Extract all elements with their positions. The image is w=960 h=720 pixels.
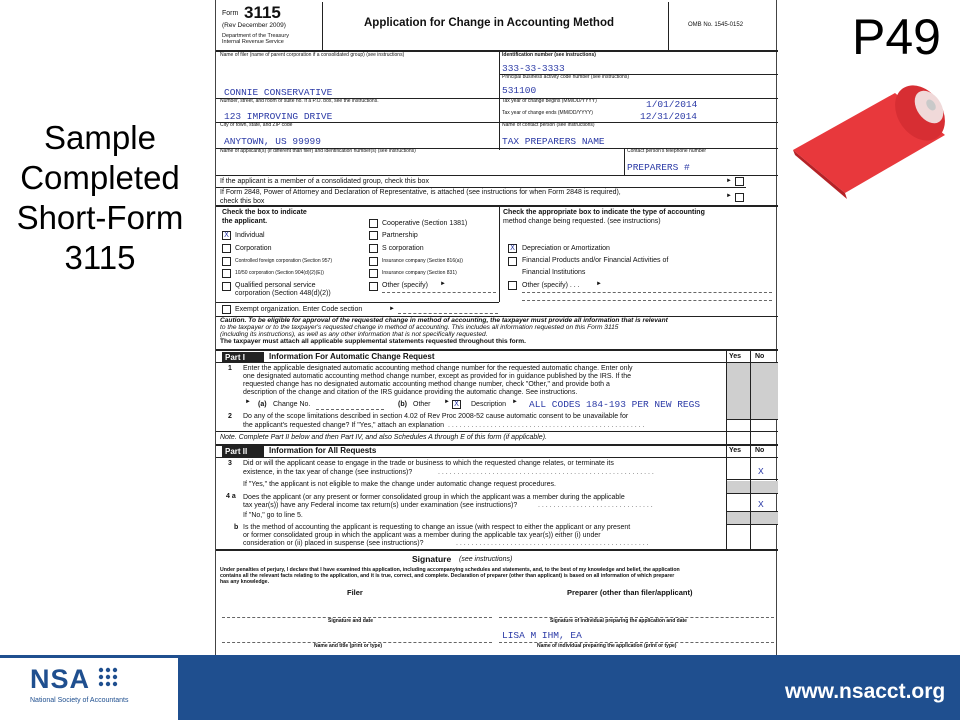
- q1b-text: Other: [413, 401, 431, 408]
- q1-description-label: Description: [471, 401, 507, 408]
- depreciation-checkbox[interactable]: X: [508, 244, 517, 253]
- cooperative-checkbox[interactable]: [369, 219, 378, 228]
- applicant-type-corporation: Corporation: [235, 245, 272, 252]
- s-corp-checkbox[interactable]: [369, 244, 378, 253]
- omb-number: OMB No. 1545-0152: [688, 22, 744, 28]
- f2848-line1: If Form 2848, Power of Attorney and Declaration of Representative, is attached (see instructions for when Form 2848 is required),: [220, 189, 621, 196]
- q2-num: 2: [228, 413, 232, 420]
- consolidated-line: If the applicant is a member of a consolidated group, check this box: [220, 178, 429, 185]
- q3-line-3: If "Yes," the applicant is not eligible to make the change under automatic change request procedures.: [243, 481, 556, 488]
- q3-line-1: Did or will the applicant cease to engage in the trade or business to which the requested change relates, or terminate its: [243, 460, 614, 467]
- nsa-logo: NSA: [30, 664, 91, 694]
- q4a-line-2: tax year(s)) have any Federal income tax return(s) under examination (see instructions)?: [243, 502, 518, 509]
- taxyear-begin-value: 1/01/2014: [646, 99, 698, 110]
- part2-no-header: No: [755, 447, 765, 454]
- consolidated-checkbox[interactable]: [735, 177, 744, 186]
- preparer-name-value: LISA M IHM, EA: [502, 630, 582, 641]
- applicant-type-qpsc-1: Qualified personal service: [235, 282, 316, 289]
- caution-line-3: (including its instructions), as well as any other information that is not specifically requested.: [220, 331, 488, 338]
- method-type-depreciation: Depreciation or Amortization: [522, 245, 610, 252]
- form-label: Form: [222, 10, 239, 17]
- street-label: Number, street, and room or suite no. If a P.O. box, see the instructions.: [220, 98, 379, 104]
- form-revision: (Rev December 2009): [222, 22, 286, 29]
- q1a-text: Change No.: [273, 401, 311, 408]
- form-3115: Form 3115 (Rev December 2009) Department of the Treasury Internal Revenue Service Application for Change in Accounting Method OMB No. 1545-0152 Name of filer (name of parent corporation if a consolidated group) (see instructions) Identification number (see instructions) 333-33-3333 Principal business activity code number (see instructions) 531100 CONNIE CONSERVATIVE Number, street, and room or suite no. If a P.O. box, see the instructions. Tax year of change begins (MM/DD/YYYY) 1/01/2014 Tax year of change ends (MM/DD/YYYY) 12/31/2014 123 IMPROVING DRIVE City or town, state, and ZIP code Name of contact person (see instructions) ANYTOWN, US 99999 TAX PREPARERS NAME Name of applicant(s) (if different than filer) and identification number(s) (see instructions) Contact person's telephone number PREPARERS # If the applicant is a member of a consolidated group, check this box ► If Form 2848, Power of Attorney and Declaration of Representative, is attached (see instructions for when Form 2848 is required), check this box ► Check the box to indicate the applicant. X Individual Corporation Controlled foreign corporation (Section 957) 10/50 corporation (Section 904(d)(2)(E)) Qualified personal service corporation (Section 448(d)(2)) Cooperative (Section 1381) Partnership S corporation Insurance company (Section 816(a)) Insurance company (Section 831) Other (specify) ► Exempt organization. Enter Code section ► Check the appropriate box to indicate the type of accounting method change being requested. (see instructions) X Depreciation or Amortization Financial Products and/or Financial Activities of Financial Institutions Other (specify) . . . ► Caution. To be eligible for approval of the requested change in method of accounting, the taxpayer must provide all information that is relevant to the taxpayer or to the taxpayer's requested change in method of accounting. This includes all information requested on this Form 3115 (including its instructions), as well as any other information that is not specifically requested. The taxpayer must attach all applicable supplemental statements requested throughout this form. Part I Information For Automatic Change Request Yes No 1 Enter the applicable designated automatic accounting method change number for the requested automatic change. Enter only one designated automatic accounting method change number, except as provided for in guidance published by the IRS. If the requested change has no designated automatic accounting method change number, check "Other," and provide both a description of the change and citation of the IRS guidance providing the automatic change. See instructions. ► (a) Change No. (b) Other ► X Description ► ALL CODES 184-193 PER NEW REGS 2 Do any of the scope limitations described in section 4.02 of Rev Proc 2008-52 cause automatic consent to be unavailable for the applicant's requested change? If "Yes," attach an explanation . . . . . . . . . . . . . . . . . . . . . . . . . . . . . . . . . . . . . . . . . . . . . . . . . . . Note. Complete Part II below and then Part IV, and also Schedules A through E of this form (if applicable). Part II Information for All Requests Yes No 3 Did or will the applicant cease to engage in the trade or business to which the requested change relates, or terminate its existence, in the tax year of change (see instructions)? . . . . . . . . . . . . . . . . . . . . . . . . . . . . . . . . . . . . . . . . . . . . . . . . . . . . . . . . X If "Yes," the applicant is not eligible to make the change under automatic change request procedures. 4 a Does the applicant (or any present or former consolidated group in which the applicant was a member during the applicable tax year(s)) have any Federal income tax return(s) under examination (see instructions)? . . . . . . . . . . . . . . . . . . . . . . . . . . . . . . X If "No," go to line 5. b Is the method of accounting the applicant is requesting to change an issue (with respect to either the applicant or any present or former consolidated group in which the applicant was a member during the applicable tax year(s)) either (i) under consideration or (ii) placed in suspense (see instructions)? . . . . . . . . . . . . . . . . . . . . . . . . . . . . . . . . . . . . . . . . . . . . . . . . . . Signature (see instructions) Under penalties of perjury, I declare that I have examined this application, including accompanying schedules and statements, and, to the best of my knowledge and belief, the application contains all the relevant facts relating to the application, and it is true, correct, and complete. Declaration of preparer (other than applicant) is based on all information of which preparer has any knowledge. Filer Preparer (other than filer/applicant) Signature and date Signature of individual preparing the application and date LISA M IHM, EA Name and title (print or type) Name of individual preparing the application (print or type): [215, 0, 777, 720]
- exempt-line: Exempt organization. Enter Code section: [235, 306, 363, 313]
- perjury-line-2: contains all the relevant facts relating to the application, and it is true, correct, and complete. Declaration of preparer (other than applicant) is based on all information of which preparer: [220, 573, 675, 579]
- form-number: 3115: [244, 3, 281, 22]
- caution-line-1: Caution. To be eligible for approval of the requested change in method of accounting, the taxpayer must provide all information that is relevant: [220, 317, 668, 324]
- q1-line-2: one designated automatic accounting method change number, except as provided for in guidance published by the IRS. If the: [243, 373, 631, 380]
- q1-line-3: requested change has no designated automatic accounting method change number, check "Other," and provide both a: [243, 381, 610, 388]
- f2848-checkbox[interactable]: [735, 193, 744, 202]
- part1-yes-header: Yes: [729, 353, 742, 360]
- slide-title: Sample Completed Short-Form 3115: [16, 119, 184, 276]
- q1-line-1: Enter the applicable designated automatic accounting method change number for the requested automatic change. Enter only: [243, 365, 633, 372]
- form-title: Application for Change in Accounting Method: [364, 17, 615, 29]
- phone-label: Contact person's telephone number: [627, 148, 707, 154]
- q4a-line-3: If "No," go to line 5.: [243, 512, 303, 519]
- insurance-831-checkbox[interactable]: [369, 269, 378, 278]
- activity-label: Principal business activity code number (see instructions): [502, 74, 629, 80]
- preparer-heading: Preparer (other than filer/applicant): [567, 588, 693, 597]
- city-value: ANYTOWN, US 99999: [224, 136, 321, 147]
- applicant-other-checkbox[interactable]: [369, 282, 378, 291]
- q4b-line-1: Is the method of accounting the applicant is requesting to change an issue (with respect to either the applicant or any present: [243, 524, 631, 531]
- dept-irs: Internal Revenue Service: [222, 39, 284, 45]
- q4a-no-mark: X: [758, 499, 764, 510]
- qpsc-checkbox[interactable]: [222, 282, 231, 291]
- q4b-line-3: consideration or (ii) placed in suspense (see instructions)?: [243, 540, 424, 547]
- partnership-checkbox[interactable]: [369, 231, 378, 240]
- q1-line-4: description of the change and citation of the IRS guidance providing the automatic change. See instructions.: [243, 389, 578, 396]
- method-heading-2: method change being requested. (see instructions): [503, 218, 661, 225]
- q1-other-checkbox[interactable]: X: [452, 400, 461, 409]
- applicant-type-other: Other (specify): [382, 282, 428, 289]
- method-other-checkbox[interactable]: [508, 281, 517, 290]
- applicant-type-1050: 10/50 corporation (Section 904(d)(2)(E)): [235, 270, 324, 276]
- method-type-financial-2: Financial Institutions: [522, 269, 586, 276]
- caution-line-4: The taxpayer must attach all applicable supplemental statements requested throughout this form.: [220, 338, 526, 345]
- preparer-name-label: Name of individual preparing the application (print or type): [537, 643, 677, 649]
- nsa-subtitle: National Society of Accountants: [30, 697, 129, 704]
- contact-label: Name of contact person (see instructions): [502, 122, 595, 128]
- dept-treasury: Department of the Treasury: [222, 33, 289, 39]
- applicant-heading-1: Check the box to indicate: [222, 209, 307, 216]
- applicant-heading-2: the applicant.: [222, 218, 268, 225]
- q4a-line-1: Does the applicant (or any present or former consolidated group in which the applicant was a member during the applicable: [243, 494, 625, 501]
- part1-title: Information For Automatic Change Request: [269, 352, 435, 361]
- applicant-type-individual: Individual: [235, 232, 265, 239]
- exempt-checkbox[interactable]: [222, 305, 231, 314]
- f2848-line2: check this box: [220, 198, 265, 205]
- applicant-type-cooperative: Cooperative (Section 1381): [382, 220, 468, 227]
- page-number: P49: [852, 9, 941, 65]
- corporation-checkbox[interactable]: [222, 244, 231, 253]
- taxyear-begin-label: Tax year of change begins (MM/DD/YYYY): [502, 98, 597, 104]
- perjury-line-3: has any knowledge.: [220, 579, 270, 585]
- method-type-other: Other (specify) . . .: [522, 282, 580, 289]
- 1050-corp-checkbox[interactable]: [222, 269, 231, 278]
- taxyear-end-label: Tax year of change ends (MM/DD/YYYY): [502, 110, 593, 116]
- financial-products-checkbox[interactable]: [508, 257, 517, 266]
- part2-label: Part II: [222, 446, 264, 457]
- note-line: Note. Complete Part II below and then Part IV, and also Schedules A through E of this form (if applicable).: [220, 434, 547, 441]
- red-carpet-image: [785, 75, 960, 200]
- q1-description-value: ALL CODES 184-193 PER NEW REGS: [529, 399, 701, 410]
- applicant-type-s-corp: S corporation: [382, 245, 424, 252]
- applicant-label: Name of applicant(s) (if different than filer) and identification number(s) (see instructions): [220, 148, 416, 154]
- signature-sub: (see instructions): [459, 556, 513, 563]
- part1-label: Part I: [222, 352, 264, 363]
- taxyear-end-value: 12/31/2014: [640, 111, 698, 122]
- street-value: 123 IMPROVING DRIVE: [224, 111, 333, 122]
- method-heading-1: Check the appropriate box to indicate the type of accounting: [503, 209, 705, 216]
- name-title-label: Name and title (print or type): [314, 643, 383, 649]
- name-label: Name of filer (name of parent corporation if a consolidated group) (see instructions): [220, 52, 405, 58]
- city-label: City or town, state, and ZIP code: [220, 122, 293, 128]
- perjury-line-1: Under penalties of perjury, I declare that I have examined this application, including accompanying schedules and statements, and, to the best of my knowledge and belief, the application: [220, 567, 680, 573]
- insurance-816-checkbox[interactable]: [369, 257, 378, 266]
- activity-value: 531100: [502, 85, 537, 96]
- website-url[interactable]: www.nsacct.org: [785, 680, 946, 703]
- q3-line-2: existence, in the tax year of change (see instructions)?: [243, 469, 413, 476]
- applicant-type-partnership: Partnership: [382, 232, 418, 239]
- q1-num: 1: [228, 365, 232, 372]
- applicant-type-qpsc-2: corporation (Section 448(d)(2)): [235, 290, 331, 297]
- q3-no-mark: X: [758, 466, 764, 477]
- caution-line-2: to the taxpayer or to the taxpayer's requested change in method of accounting. This includes all information requested on this Form 3115: [220, 324, 619, 331]
- applicant-type-insurance-816: Insurance company (Section 816(a)): [382, 258, 463, 264]
- signature-date-label: Signature and date: [328, 618, 374, 624]
- part2-yes-header: Yes: [729, 447, 742, 454]
- signature-heading: Signature: [412, 554, 452, 564]
- applicant-type-cfc: Controlled foreign corporation (Section 957): [235, 258, 332, 264]
- nsa-dots-icon: [98, 667, 120, 691]
- q4a-num: 4 a: [226, 493, 236, 500]
- q1a-label: (a): [258, 401, 267, 408]
- q3-num: 3: [228, 460, 232, 467]
- part2-title: Information for All Requests: [269, 446, 377, 455]
- part1-no-header: No: [755, 353, 765, 360]
- q2-line-1: Do any of the scope limitations described in section 4.02 of Rev Proc 2008-52 cause automatic consent to be unavailable for: [243, 413, 629, 420]
- method-type-financial-1: Financial Products and/or Financial Activities of: [522, 257, 669, 264]
- contact-value: TAX PREPARERS NAME: [502, 136, 605, 147]
- q4b-line-2: or former consolidated group in which the applicant was a member during the applicable tax year(s)) either (i) under: [243, 532, 601, 539]
- id-label: Identification number (see instructions): [502, 52, 596, 58]
- q4b-num: b: [234, 524, 239, 531]
- id-value: 333-33-3333: [502, 63, 565, 74]
- q1b-label: (b): [398, 401, 407, 408]
- filer-heading: Filer: [347, 588, 363, 597]
- name-value: CONNIE CONSERVATIVE: [224, 87, 333, 98]
- signature-preparer-label: Signature of individual preparing the application and date: [550, 618, 687, 624]
- individual-checkbox[interactable]: X: [222, 231, 231, 240]
- cfc-checkbox[interactable]: [222, 257, 231, 266]
- phone-value: PREPARERS #: [627, 162, 690, 173]
- q2-line-2: the applicant's requested change? If "Yes," attach an explanation: [243, 422, 445, 429]
- applicant-type-insurance-831: Insurance company (Section 831): [382, 270, 457, 276]
